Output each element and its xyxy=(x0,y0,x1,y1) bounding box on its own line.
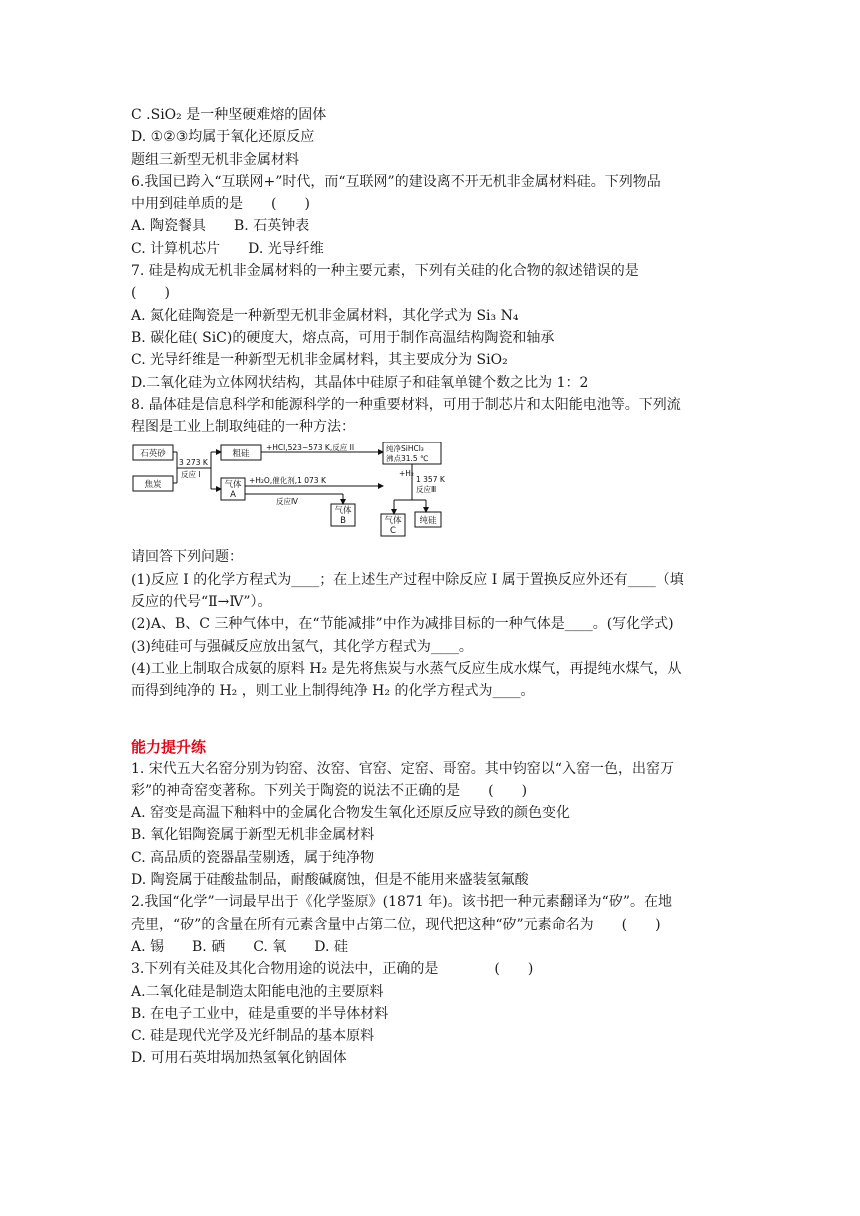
condition-2-label: +HCl,523~573 K,反应 II xyxy=(266,443,355,453)
pure-si-label: 纯硅 xyxy=(419,516,437,527)
silicon-production-flowchart xyxy=(131,442,451,538)
gas-c-label-1: 气体 xyxy=(384,516,402,527)
text-line: C. 计算机芯片 D. 光导纤维 xyxy=(131,240,324,257)
reaction-1-label: 反应 I xyxy=(181,470,201,480)
document-page xyxy=(131,104,731,1070)
text-line: 题组三新型无机非金属材料 xyxy=(131,151,299,168)
text-line: (2)A、B、C 三种气体中，在“节能减排”中作为减排目标的一种气体是____。(写化学式) xyxy=(131,616,674,633)
text-line: A. 锡 B. 硒 C. 氧 D. 硅 xyxy=(131,938,348,955)
text-line: C. 硅是现代光学及光纤制品的基本原料 xyxy=(131,1028,375,1045)
condition-3-label: 1 357 K xyxy=(416,475,445,485)
pure-sihcl3-label-2: 沸点31.5 ℃ xyxy=(386,454,429,464)
text-line: D. 可用石英坩埚加热氢氧化钠固体 xyxy=(131,1050,347,1067)
text-block-questions xyxy=(131,546,731,702)
pure-sihcl3-label-1: 纯净SiHCl₃ xyxy=(386,444,424,454)
reaction-4-label: 反应Ⅳ xyxy=(276,497,298,507)
text-line: 中用到硅单质的是 ( ) xyxy=(131,196,310,213)
text-line: (3)纯硅可与强碱反应放出氢气，其化学方程式为____。 xyxy=(131,638,473,655)
text-block-bottom xyxy=(131,758,731,1070)
gas-a-label-1: 气体 xyxy=(224,480,242,491)
condition-4-label: +H₂O,催化剂,1 073 K xyxy=(249,476,326,486)
text-line: D. ①②③均属于氧化还原反应 xyxy=(131,129,315,146)
gas-c-label-2: C xyxy=(390,526,396,537)
text-line: 7. 硅是构成无机非金属材料的一种主要元素，下列有关硅的化合物的叙述错误的是 xyxy=(131,263,639,280)
text-line: C. 光导纤维是一种新型无机非金属材料，其主要成分为 SiO₂ xyxy=(131,352,508,369)
plus-h2-label: +H₂ xyxy=(399,469,414,479)
text-line: 彩”的神奇窑变著称。下列关于陶瓷的说法不正确的是 ( ) xyxy=(131,782,528,799)
text-line: 请回答下列问题： xyxy=(131,549,243,566)
section-title: 能力提升练 xyxy=(131,737,207,756)
text-line: (4)工业上制取合成氨的原料 H₂ 是先将焦炭与水蒸气反应生成水煤气，再提纯水煤气，从 xyxy=(131,660,682,677)
gas-a-label-2: A xyxy=(230,490,236,501)
text-line: A. 陶瓷餐具 B. 石英钟表 xyxy=(131,218,310,235)
text-line: 壳里，“矽”的含量在所有元素含量中占第二位，现代把这种“矽”元素命名为 ( ) xyxy=(131,916,661,933)
flowchart-svg xyxy=(131,442,451,538)
text-line: A.二氧化硅是制造太阳能电池的主要原料 xyxy=(131,983,384,1000)
quartz-sand-label: 石英砂 xyxy=(140,449,166,460)
text-line: D. 陶瓷属于硅酸盐制品，耐酸碱腐蚀，但是不能用来盛装氢氟酸 xyxy=(131,872,529,889)
text-line: 而得到纯净的 H₂ ，则工业上制得纯净 H₂ 的化学方程式为____。 xyxy=(131,683,535,700)
text-line: C .SiO₂ 是一种坚硬难熔的固体 xyxy=(131,107,327,123)
spacer xyxy=(131,703,731,736)
text-line: 1. 宋代五大名窑分别为钧窑、汝窑、官窑、定窑、哥窑。其中钧窑以“入窑一色，出窑万 xyxy=(131,760,674,777)
text-line: B. 在电子工业中，硅是重要的半导体材料 xyxy=(131,1005,389,1022)
text-line: D.二氧化硅为立体网状结构，其晶体中硅原子和硅氧单键个数之比为 1：2 xyxy=(131,374,589,391)
coke-label: 焦炭 xyxy=(144,480,162,491)
text-line: 程图是工业上制取纯硅的一种方法： xyxy=(131,419,355,436)
crude-si-label: 粗硅 xyxy=(232,449,250,460)
text-line: C. 高品质的瓷器晶莹剔透，属于纯净物 xyxy=(131,849,375,866)
text-line: (1)反应 I 的化学方程式为____；在上述生产过程中除反应 I 属于置换反应外还有____（填 xyxy=(131,571,684,588)
text-line: B. 碳化硅( SiC)的硬度大，熔点高，可用于制作高温结构陶瓷和轴承 xyxy=(131,329,555,346)
condition-1-label: 3 273 K xyxy=(179,458,208,468)
text-line: 2.我国“化学”一词最早出于《化学鉴原》(1871 年)。该书把一种元素翻译为“矽”。在地 xyxy=(131,894,672,911)
text-line: A. 氮化硅陶瓷是一种新型无机非金属材料，其化学式为 Si₃ N₄ xyxy=(131,307,519,324)
text-line: 6.我国已跨入“互联网+”时代，而“互联网”的建设离不开无机非金属材料硅。下列物品 xyxy=(131,173,661,190)
gas-b-label-2: B xyxy=(340,516,346,527)
gas-b-label-1: 气体 xyxy=(334,506,352,517)
text-line: 3.下列有关硅及其化合物用途的说法中，正确的是 ( ) xyxy=(131,961,534,978)
text-line: 反应的代号“Ⅱ→Ⅳ”）。 xyxy=(131,594,272,611)
reaction-3-label: 反应Ⅲ xyxy=(416,485,437,495)
text-block-top xyxy=(131,104,731,438)
text-line: A. 窑变是高温下釉料中的金属化合物发生氧化还原反应导致的颜色变化 xyxy=(131,805,571,822)
text-line: B. 氧化铝陶瓷属于新型无机非金属材料 xyxy=(131,827,375,844)
text-line: ( ) xyxy=(131,285,170,302)
text-line: 8. 晶体硅是信息科学和能源科学的一种重要材料，可用于制芯片和太阳能电池等。下列流 xyxy=(131,396,681,413)
